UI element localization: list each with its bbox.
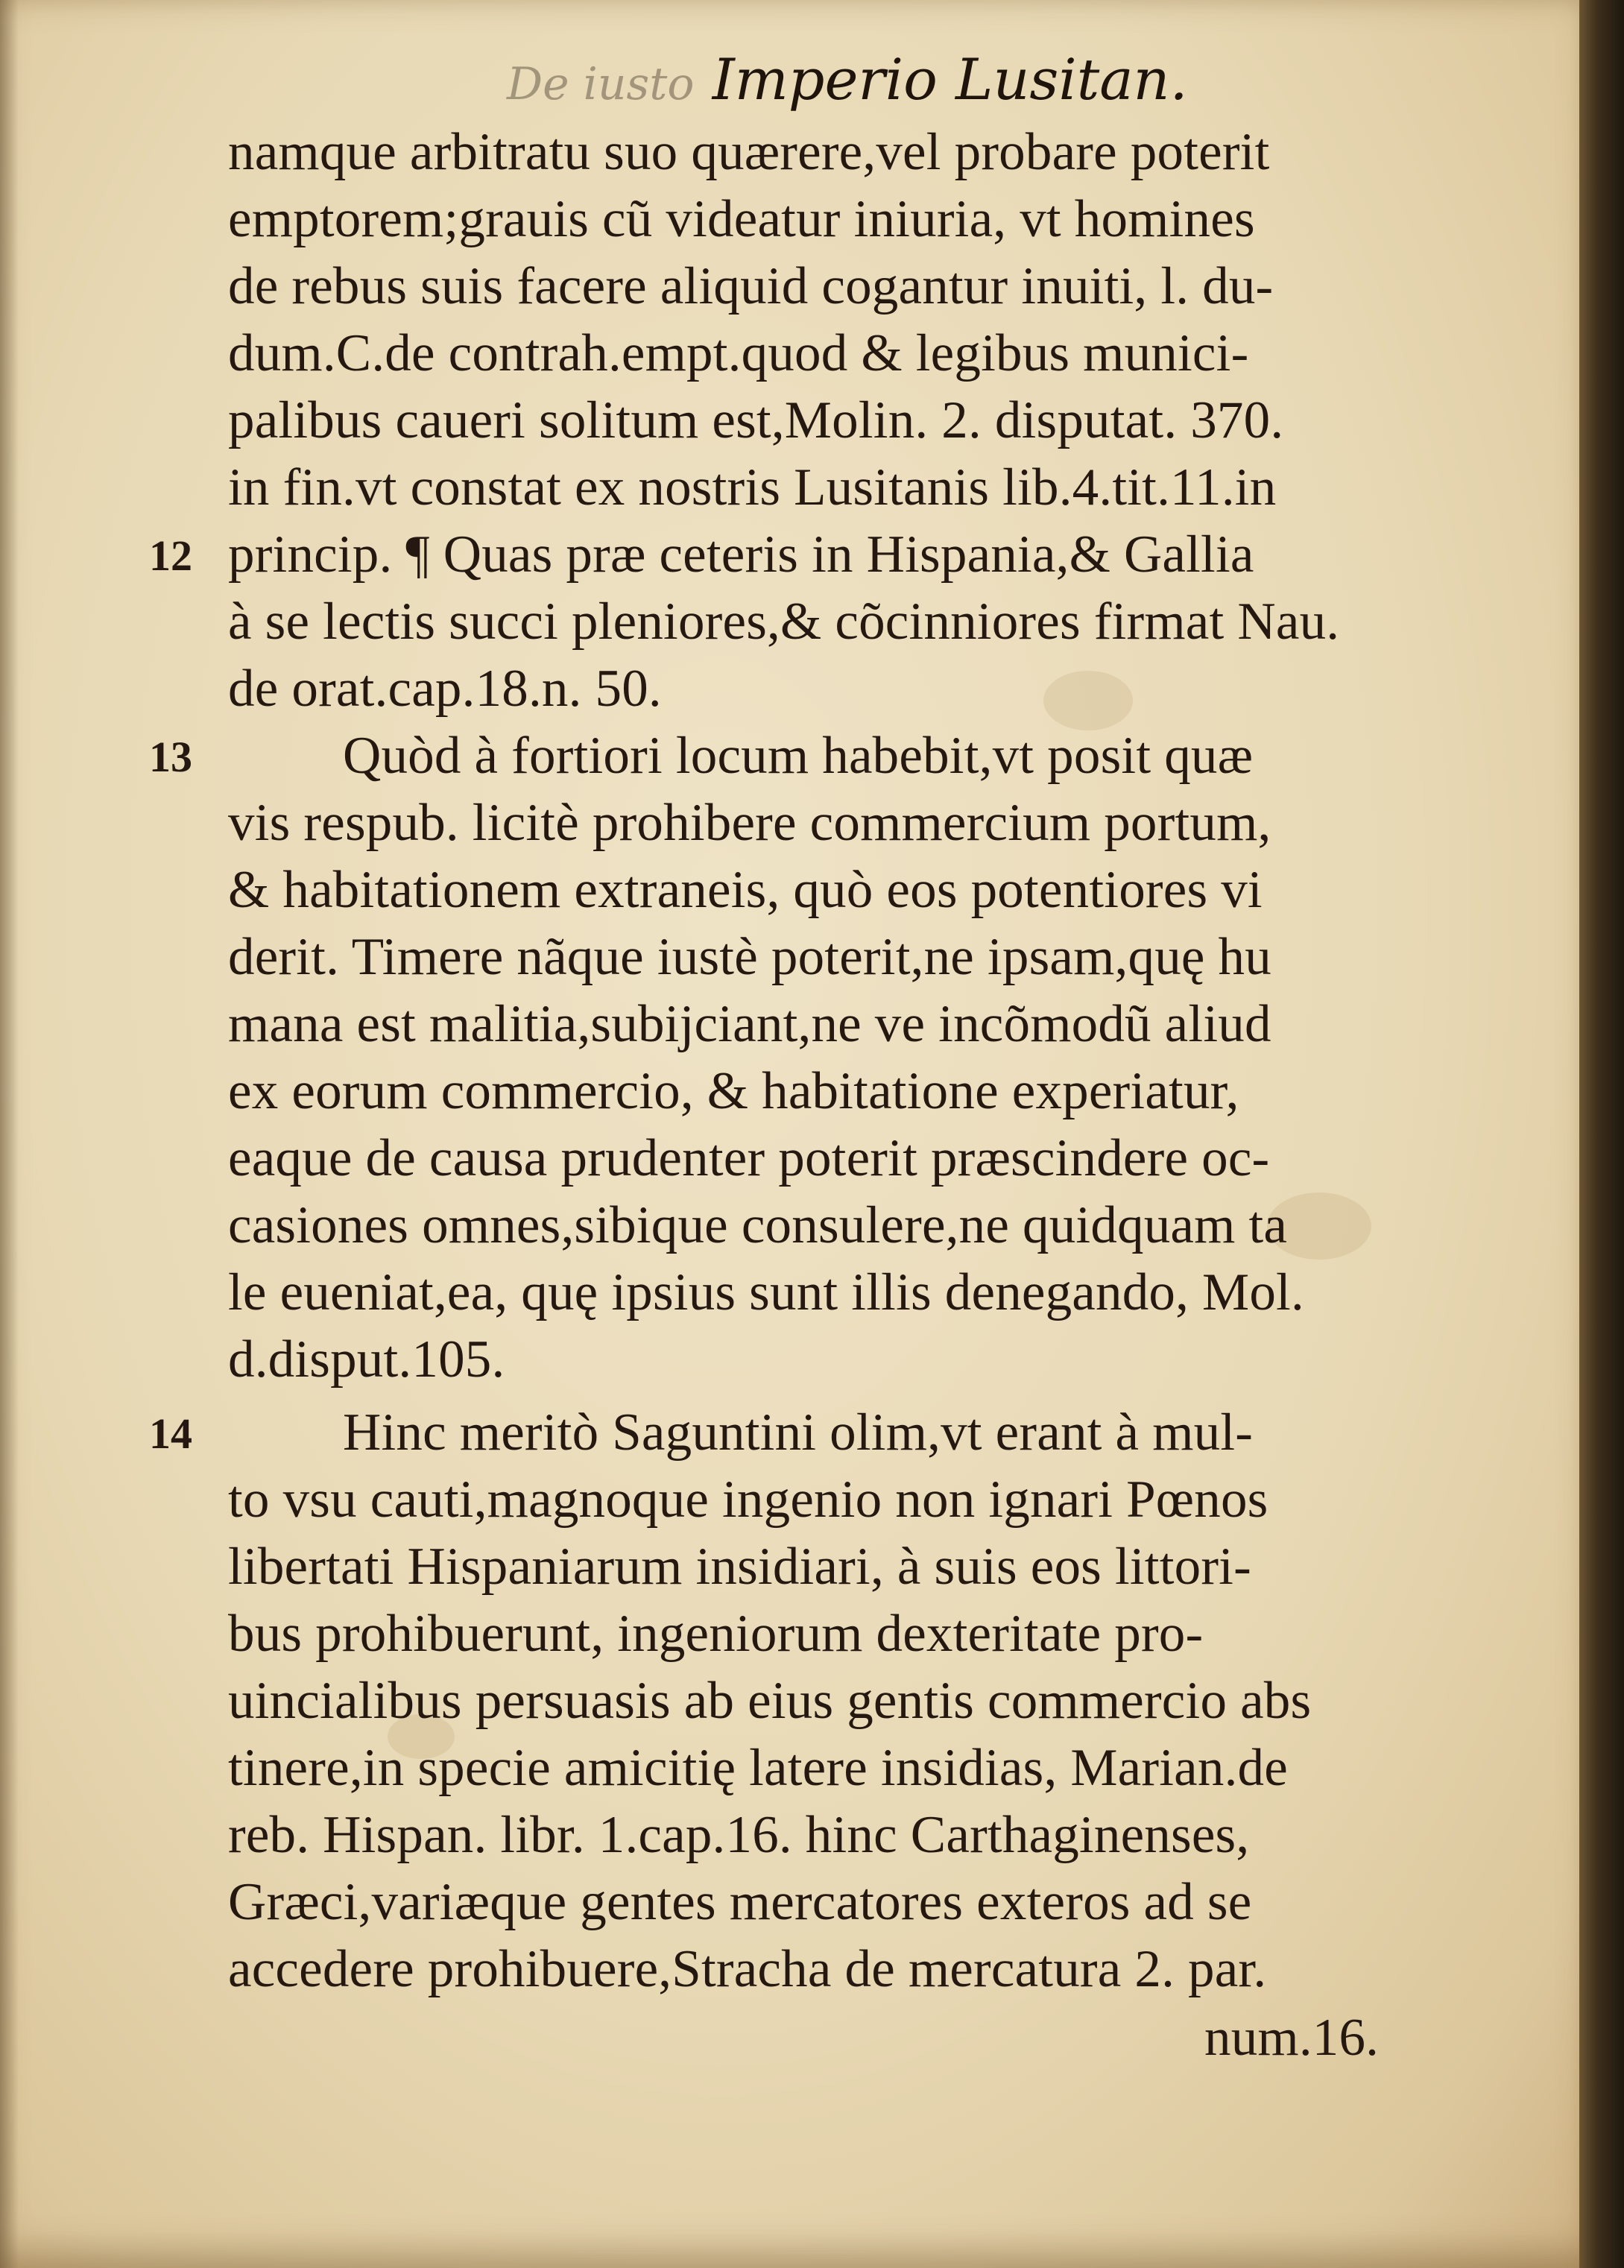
text-line: derit. Timere nãque iustè poterit,ne ipsam,quę hu (228, 928, 1271, 986)
text-line: to vsu cauti,magnoque ingenio non ignari Pœnos (228, 1471, 1268, 1529)
running-header-faded: De iusto (507, 58, 695, 110)
text-line: emptorem;grauis cũ videatur iniuria, vt homines (228, 190, 1255, 248)
text-line: in fin.vt constat ex nostris Lusitanis lib.4.tit.11.in (228, 458, 1277, 517)
text-line: namque arbitratu suo quærere,vel probare poterit (228, 123, 1270, 181)
text-line: mana est malitia,subijciant,ne ve incõmodũ aliud (228, 995, 1271, 1053)
text-line: accedere prohibuere,Stracha de mercatura 2. par. (228, 1940, 1267, 1998)
foxing-stain (1043, 671, 1133, 730)
page-gutter-shadow (0, 0, 19, 2268)
text-line: libertati Hispaniarum insidiari, à suis eos littori- (228, 1538, 1251, 1596)
text-line: dum.C.de contrah.empt.quod & legibus munici- (228, 324, 1249, 382)
paragraph-first-line: Hinc meritò Saguntini olim,vt erant à mul- (343, 1403, 1254, 1462)
catchword-line: num.16. (1204, 2009, 1380, 2067)
running-header (507, 39, 1252, 121)
text-line: & habitationem extraneis, quò eos potentiores vi (228, 861, 1263, 919)
text-line: Græci,variæque gentes mercatores exteros ad se (228, 1873, 1252, 1931)
text-line: bus prohibuerunt, ingeniorum dexteritate pro- (228, 1605, 1204, 1663)
text-line: palibus caueri solitum est,Molin. 2. disputat. 370. (228, 391, 1284, 449)
margin-number: 14 (149, 1409, 192, 1458)
text-line: vis respub. licitè prohibere commercium portum, (228, 794, 1271, 852)
running-header-text: Imperio Lusitan. (712, 46, 1188, 113)
book-fore-edge (1579, 0, 1624, 2268)
text-line: reb. Hispan. libr. 1.cap.16. hinc Carthaginenses, (228, 1806, 1250, 1864)
text-line: tinere,in specie amicitię latere insidias, Marian.de (228, 1739, 1288, 1797)
text-line: le eueniat,ea, quę ipsius sunt illis denegando, Mol. (228, 1263, 1304, 1321)
text-line: uincialibus persuasis ab eius gentis commercio abs (228, 1672, 1312, 1730)
margin-number: 12 (149, 531, 192, 580)
text-line: de orat.cap.18.n. 50. (228, 660, 662, 718)
text-line: à se lectis succi pleniores,& cõcinniores firmat Nau. (228, 593, 1340, 651)
text-line: princip. ¶ Quas præ ceteris in Hispania,& Gallia (228, 525, 1254, 584)
paragraph-first-line: Quòd à fortiori locum habebit,vt posit quæ (343, 727, 1254, 785)
text-line: ex eorum commercio, & habitatione experiatur, (228, 1062, 1239, 1120)
text-line: eaque de causa prudenter poterit præscindere oc- (228, 1129, 1270, 1187)
text-line: de rebus suis facere aliquid cogantur inuiti, l. du- (228, 257, 1274, 315)
text-line: casiones omnes,sibique consulere,ne quidquam ta (228, 1196, 1288, 1254)
text-line: d.disput.105. (228, 1330, 505, 1389)
margin-number: 13 (149, 733, 192, 781)
